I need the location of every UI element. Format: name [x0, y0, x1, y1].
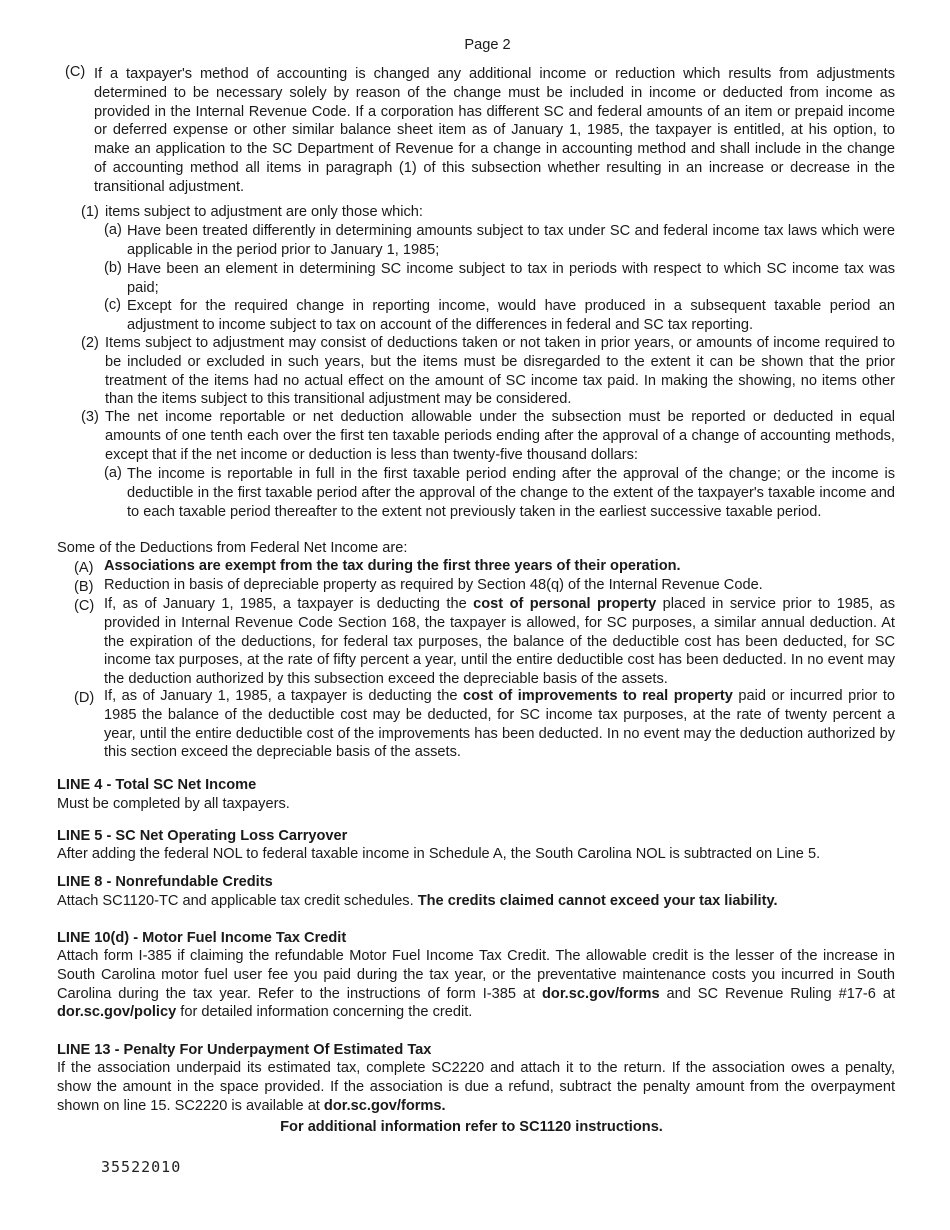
line13-text — [57, 1059, 895, 1115]
line8-text — [57, 892, 895, 911]
line10d-post: for detailed information concerning the credit. — [176, 1004, 473, 1021]
line4-heading: LINE 4 - Total SC Net Income — [57, 777, 257, 793]
section-c-text: If a taxpayer's method of accounting is changed any additional income or reduction which results from adjustments determined to be necessary solely by reason of the change must be included in income or deducted from income as provided in the Internal Revenue Code. If a corporation has different SC and federal amounts of an item or prepaid income or deferred expense or other similar balance sheet item as of January 1, 1985, the taxpayer is entitled, at his option, to make an application to the SC Department of Revenue for a change in accounting method and shall include in the change of accounting method all items in paragraph (1) of this subsection whether resulting in an increase or decrease in the transitional adjustment. — [94, 66, 895, 195]
line8-pre: Attach SC1120-TC and applicable tax credit schedules. — [57, 893, 418, 909]
deduction-b-label: (B) — [74, 579, 94, 595]
paragraph-2-text: Items subject to adjustment may consist of deductions taken or not taken in prior years, or amounts of income required to be included or excluded in such years, but the items must be disregarded to the extent it can be shown that the prior treatment of the items had no actual effect on the amount of SC income tax paid. In making the showing, no items other than the items subject to this transitional adjustment may be considered. — [105, 335, 895, 408]
deduction-d-bold: cost of improvements to real property — [462, 688, 733, 704]
paragraph-3 — [81, 408, 895, 464]
deduction-d-post: paid or incurred prior to 1985 the balance of the deductible cost may be deducted, for SC income tax purposes, at the rate of twenty percent a year, until the entire deductible cost of the improvements has been deducted. In no event may the deduction authorized by this section exceed the depreciable basis of the assets. — [104, 688, 895, 761]
paragraph-1-label: (1) — [81, 204, 99, 220]
paragraph-1b-text: Have been an element in determining SC income subject to tax in periods with respect to which SC income tax was paid; — [127, 261, 895, 296]
deduction-d-pre: If, as of January 1, 1985, a taxpayer is deducting the — [104, 688, 463, 704]
deduction-a — [74, 557, 895, 576]
paragraph-2 — [81, 334, 895, 409]
paragraph-2-label: (2) — [81, 335, 99, 351]
deduction-b — [74, 576, 895, 595]
paragraph-3-label: (3) — [81, 409, 99, 425]
page-number: Page 2 — [464, 37, 511, 53]
line10d-link-policy: dor.sc.gov/policy — [57, 1004, 177, 1021]
paragraph-1a — [104, 222, 895, 260]
line4-text: Must be completed by all taxpayers. — [57, 796, 290, 812]
deduction-c — [74, 595, 895, 689]
line10d-pre: Attach form I-385 if claiming the refundable Motor Fuel Income Tax Credit. The allowable credit is the lesser of the increase in South Carolina motor fuel user fee you paid during the tax year, or the preventative maintenance costs you incurred in South Carolina during the tax year. Refer to the instructions of form I-385 at — [57, 948, 895, 1002]
section-c-label: (C) — [65, 64, 86, 80]
form-code: 35522010 — [101, 1158, 182, 1176]
line13-heading: LINE 13 - Penalty For Underpayment Of Estimated Tax — [57, 1042, 432, 1058]
deduction-c-post: placed in service prior to 1985, as provided in Internal Revenue Code Section 168, the taxpayer is allowed, for SC purposes, a similar annual deduction. At the expiration of the deductions, for federal tax purposes, the balance of the deductible cost has been deducted, for SC income tax purposes, at the rate of fifty percent a year, until the entire deductible cost has been deducted. In no event may the deduction authorized by this subsection exceed the depreciable basis of the assets. — [104, 596, 895, 688]
deduction-d-text — [104, 687, 895, 762]
paragraph-3a-text: The income is reportable in full in the first taxable period ending after the approval of the change; or the income is deductible in the first taxable period after the approval of the change to the extent of the taxpayer's taxable income and to each taxable period thereafter to the extent not previously taken in the earliest successive taxable period. — [127, 466, 895, 520]
paragraph-1-text: items subject to adjustment are only those which: — [105, 204, 423, 220]
deductions-intro: Some of the Deductions from Federal Net Income are: — [57, 540, 408, 556]
deduction-d — [74, 687, 895, 762]
paragraph-1b-label: (b) — [104, 260, 122, 276]
deduction-a-label: (A) — [74, 560, 94, 576]
paragraph-1a-label: (a) — [104, 222, 122, 238]
paragraph-3a — [104, 465, 895, 521]
line13-link-forms: dor.sc.gov/forms. — [323, 1097, 446, 1114]
section-c — [65, 64, 895, 197]
deduction-c-bold: cost of personal property — [473, 596, 657, 612]
line10d-heading: LINE 10(d) - Motor Fuel Income Tax Credit — [57, 930, 347, 946]
line10d-mid: and SC Revenue Ruling #17-6 at — [659, 985, 895, 1002]
deduction-c-text — [104, 595, 895, 689]
deduction-d-label: (D) — [74, 690, 95, 706]
line8-bold: The credits claimed cannot exceed your tax liability. — [417, 893, 778, 909]
deduction-b-text: Reduction in basis of depreciable property as required by Section 48(q) of the Internal Revenue Code. — [104, 577, 763, 593]
deduction-c-label: (C) — [74, 598, 95, 614]
paragraph-3-text: The net income reportable or net deduction allowable under the subsection must be reported or deducted in equal amounts of one tenth each over the first ten taxable periods ending after the approval of a change of accounting methods, except that if the net income or deduction is less than twenty-five thousand dollars: — [105, 409, 895, 463]
paragraph-1 — [81, 203, 895, 222]
paragraph-1c-text: Except for the required change in reporting income, would have produced in a subsequent taxable period an adjustment to income subject to tax on account of the differences in federal and SC tax reporting. — [127, 298, 895, 333]
footer-note: For additional information refer to SC1120 instructions. — [280, 1119, 663, 1135]
line10d-text — [57, 947, 895, 1022]
paragraph-1c — [104, 297, 895, 335]
line13-pre: If the association underpaid its estimated tax, complete SC2220 and attach it to the return. If the association owes a penalty, show the amount in the space provided. If the association is due a refund, subtract the penalty amount from the overpayment shown on line 15. SC2220 is available at — [57, 1060, 895, 1114]
line5-heading: LINE 5 - SC Net Operating Loss Carryover — [57, 828, 348, 844]
line10d-link-forms: dor.sc.gov/forms — [541, 985, 660, 1002]
deduction-a-text: Associations are exempt from the tax during the first three years of their operation. — [104, 558, 681, 574]
line5-text: After adding the federal NOL to federal taxable income in Schedule A, the South Carolina NOL is subtracted on Line 5. — [57, 846, 821, 862]
paragraph-1b — [104, 260, 895, 298]
deduction-c-pre: If, as of January 1, 1985, a taxpayer is deducting the — [104, 596, 474, 612]
paragraph-1a-text: Have been treated differently in determining amounts subject to tax under SC and federal income tax laws which were applicable in the period prior to January 1, 1985; — [127, 223, 895, 258]
paragraph-1c-label: (c) — [104, 297, 122, 313]
line8-heading: LINE 8 - Nonrefundable Credits — [57, 874, 273, 890]
paragraph-3a-label: (a) — [104, 465, 122, 481]
